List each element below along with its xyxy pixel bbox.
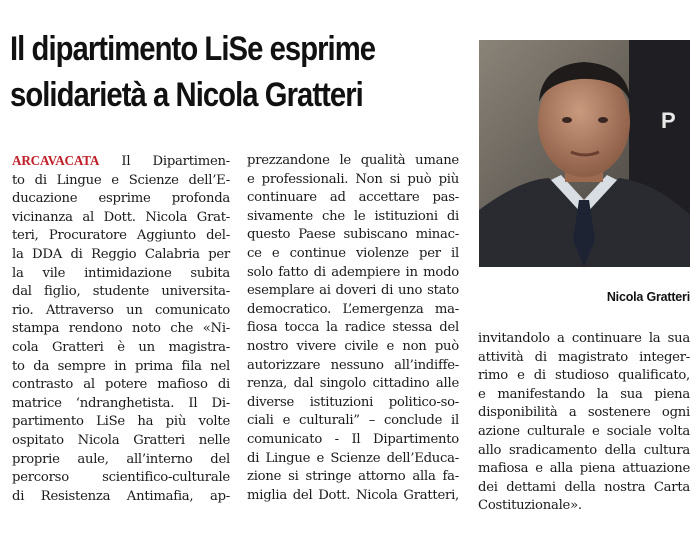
article-text-line: diverse istituzioni politico-so- [247, 394, 459, 410]
portrait-photo [479, 40, 690, 267]
article-text-line: allo sradicamento della cultura [478, 442, 690, 458]
article-text-line: dal figlio, studente universita- [12, 284, 230, 300]
article-text-line: nostro vivere civile e non può [247, 338, 459, 354]
article-headline [10, 26, 474, 118]
article-text-line: partimento LiSe ha più volte [12, 414, 230, 430]
article-text-line: matrice ‘ndranghetista. Il Di- [12, 395, 230, 411]
article-text-line: la vile intimidazione subita [12, 265, 230, 281]
headline-line-2: solidarietà a Nicola Gratteri [10, 76, 363, 114]
article-text-line: e professionali. Non si può più [247, 171, 459, 187]
article-column-3 [478, 330, 690, 516]
article-text-line: invitandolo a continuare la sua [478, 331, 690, 346]
article-text-line: continuare ad accettare pas- [247, 190, 459, 206]
article-text-line: rimo e di studioso qualificato, [478, 368, 690, 384]
article-column-1 [12, 152, 230, 506]
article-text-line: zione si stringe attorno alla fa- [247, 469, 459, 485]
article-text-line: sivamente che le istituzioni di [247, 208, 459, 224]
article-text-line: solo fatto di adempiere in modo [247, 264, 459, 280]
article-text-line: contrasto al potere mafioso di [12, 377, 230, 393]
article-text-line: autorizzare nessuno all’indiffe- [247, 357, 459, 373]
article-text-line: questo Paese subiscano minac- [247, 227, 459, 243]
article-text-line: proprie aule, all’interno del [12, 451, 230, 467]
headline-line-1: Il dipartimento LiSe esprime [10, 30, 376, 68]
article-text-line: cola Gratteri è un magistra- [12, 339, 230, 355]
article-text-line: teri, Procuratore Aggiunto del- [12, 228, 230, 244]
portrait-illustration [479, 40, 690, 267]
article-text-line: dei dettami della nostra Carta [478, 479, 690, 495]
article-text-line: fiosa tocca la radice stessa del [247, 320, 459, 336]
article-text-line: democratico. L’emergenza ma- [247, 301, 459, 317]
article-text-line: ce e continue violenze per il [247, 245, 459, 261]
article-text-line: ospitato Nicola Gratteri nelle [12, 432, 230, 448]
article-text-line: to di Lingue e Scienze dell’E- [12, 172, 230, 188]
article-text-line: disponibilità a sostenere ogni [478, 405, 690, 421]
article-text-line: ARCAVACATA Il Dipartimen- [12, 153, 230, 169]
article-text-line: di Resistenza Antimafia, ap- [12, 488, 230, 504]
photo-caption: Nicola Gratteri [606, 290, 690, 304]
article-text-line: la DDA di Reggio Calabria per [12, 246, 230, 262]
article-text-line: e manifestando la sua piena [478, 386, 690, 402]
article-text-line: esemplare ai doveri di uno stato [247, 283, 459, 299]
article-column-2 [247, 152, 459, 505]
article-text-line: ciali e culturali” – conclude il [247, 413, 459, 429]
article-text-line: Costituzionale». [478, 498, 582, 514]
article-text-line: prezzandone le qualità umane [247, 153, 459, 168]
article-text-line: percorso scientifico-culturale [12, 470, 230, 486]
article-text-line: miglia del Dott. Nicola Gratteri, [247, 487, 459, 503]
svg-text:P: P [661, 108, 676, 133]
article-text-line: rio. Attraverso un comunicato [12, 302, 230, 318]
article-text-line: stampa rendono noto che «Ni- [12, 321, 230, 337]
article-text-line: vicinanza al Dott. Nicola Grat- [12, 209, 230, 225]
article-text-line: ducazione esprime profonda [12, 191, 230, 207]
article-text-line: comunicato - Il Dipartimento [247, 431, 459, 447]
article-text-line: azione culturale e sociale volta [478, 423, 690, 439]
article-text-line: renza, dal singolo cittadino alle [247, 376, 459, 392]
article-text-line: di Lingue e Scienze dell’Educa- [247, 450, 459, 466]
article-text-line: attività di magistrato integer- [478, 349, 690, 365]
article-text-line: mafiosa e alla piena attuazione [478, 461, 690, 477]
article-text-line: to da sempre in prima fila nel [12, 358, 230, 374]
kicker-label: ARCAVACATA [12, 153, 100, 168]
